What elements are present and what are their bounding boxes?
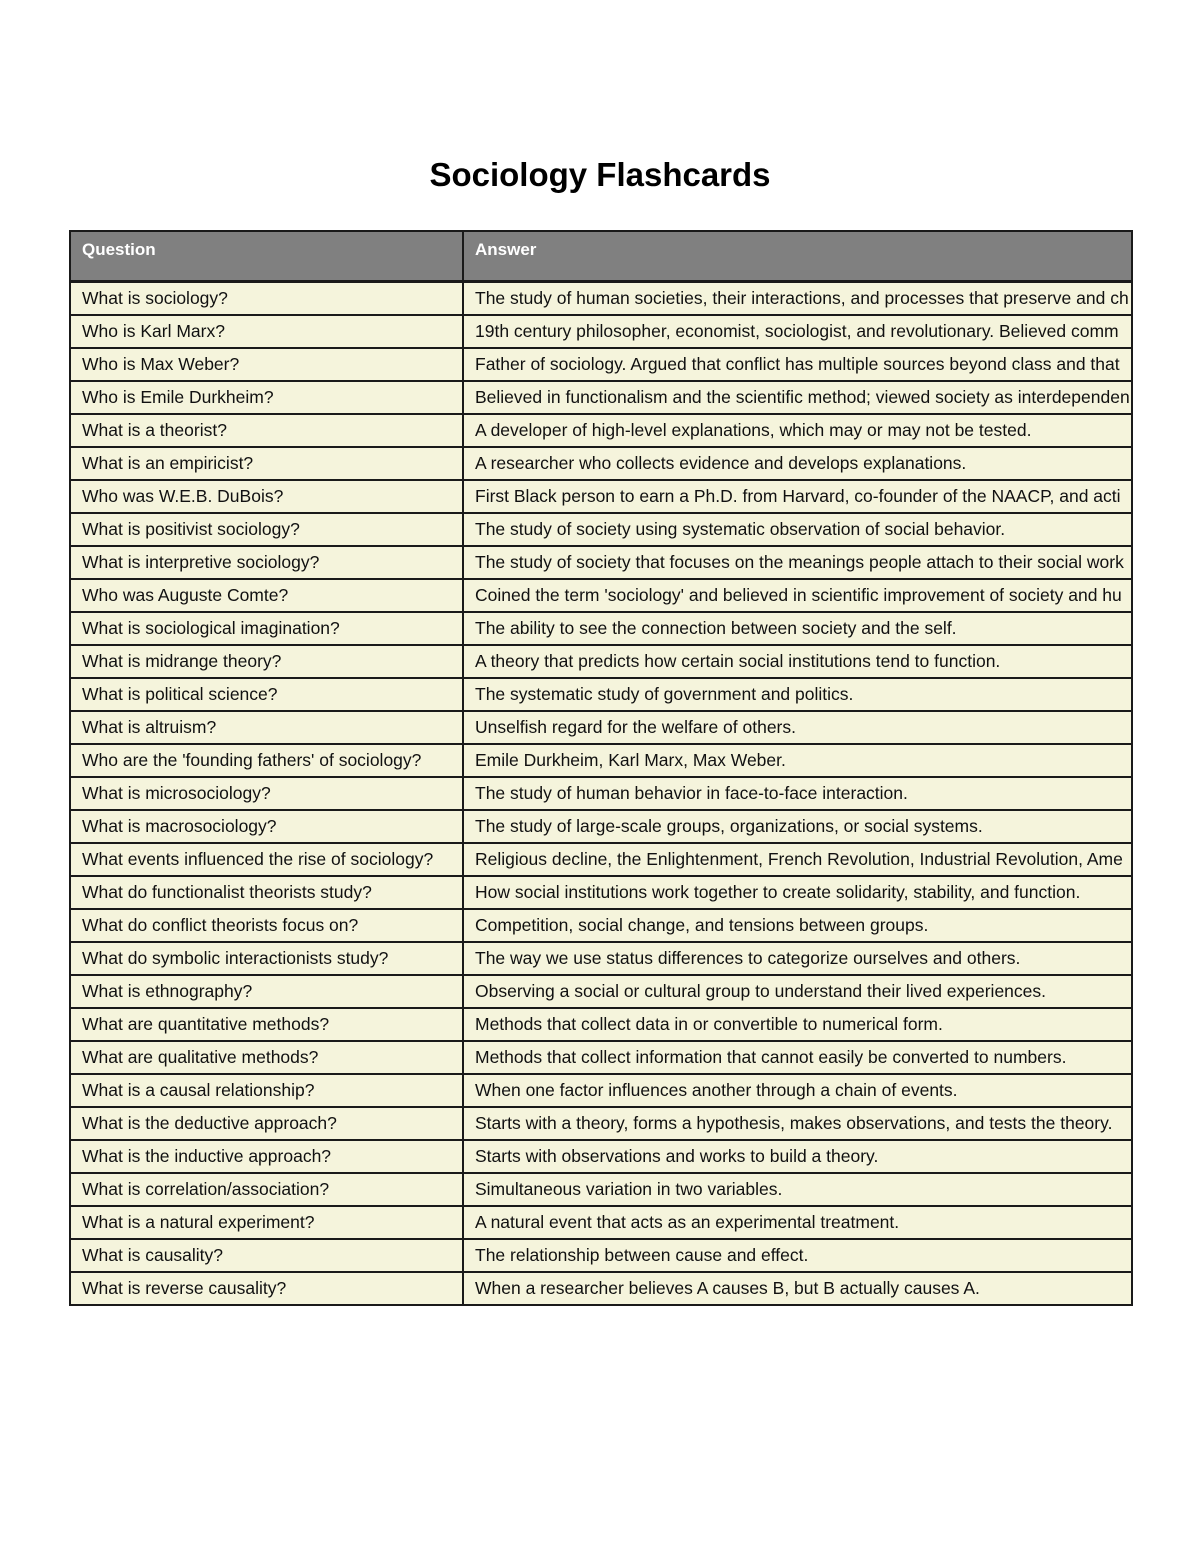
question-cell: Who is Max Weber?: [70, 348, 463, 381]
answer-cell: [463, 1008, 1132, 1041]
table-row: [70, 909, 1132, 942]
table-row: [70, 942, 1132, 975]
question-cell: Who is Emile Durkheim?: [70, 381, 463, 414]
question-cell: What is correlation/association?: [70, 1173, 463, 1206]
question-column-header: Question: [70, 231, 463, 281]
answer-text: A developer of high-level explanations, which may or may not be tested.: [475, 419, 1032, 440]
table-row: [70, 1041, 1132, 1074]
question-cell: What is causality?: [70, 1239, 463, 1272]
answer-cell: [463, 678, 1132, 711]
question-cell: What do symbolic interactionists study?: [70, 942, 463, 975]
table-row: [70, 480, 1132, 513]
answer-text: The study of large-scale groups, organizations, or social systems.: [475, 815, 983, 836]
table-row: [70, 810, 1132, 843]
question-cell: What is the inductive approach?: [70, 1140, 463, 1173]
question-cell: What is sociological imagination?: [70, 612, 463, 645]
answer-text: How social institutions work together to create solidarity, stability, and function.: [475, 881, 1081, 902]
table-row: [70, 281, 1132, 315]
answer-text: The systematic study of government and politics.: [475, 683, 854, 704]
answer-cell: [463, 1173, 1132, 1206]
answer-text: Starts with observations and works to build a theory.: [475, 1145, 879, 1166]
question-cell: What is reverse causality?: [70, 1272, 463, 1305]
question-cell: What is a natural experiment?: [70, 1206, 463, 1239]
question-cell: What is political science?: [70, 678, 463, 711]
question-cell: What do conflict theorists focus on?: [70, 909, 463, 942]
question-cell: What is interpretive sociology?: [70, 546, 463, 579]
answer-cell: [463, 744, 1132, 777]
answer-cell: [463, 942, 1132, 975]
table-row: [70, 975, 1132, 1008]
answer-cell: [463, 1206, 1132, 1239]
answer-cell: [463, 414, 1132, 447]
table-row: [70, 513, 1132, 546]
answer-text: First Black person to earn a Ph.D. from Harvard, co-founder of the NAACP, and acti: [475, 485, 1121, 506]
table-row: [70, 777, 1132, 810]
answer-text: The way we use status differences to categorize ourselves and others.: [475, 947, 1021, 968]
question-cell: What is a causal relationship?: [70, 1074, 463, 1107]
table-row: [70, 1239, 1132, 1272]
flashcards-body: [70, 281, 1132, 1305]
answer-text: The study of human behavior in face-to-face interaction.: [475, 782, 908, 803]
question-cell: What is an empiricist?: [70, 447, 463, 480]
answer-cell: [463, 909, 1132, 942]
answer-cell: [463, 777, 1132, 810]
page-title: Sociology Flashcards: [429, 156, 771, 193]
answer-cell: [463, 612, 1132, 645]
table-row: [70, 612, 1132, 645]
answer-text: Coined the term 'sociology' and believed in scientific improvement of society and hu: [475, 584, 1122, 605]
answer-cell: [463, 315, 1132, 348]
question-cell: What is ethnography?: [70, 975, 463, 1008]
table-row: [70, 546, 1132, 579]
answer-text: A researcher who collects evidence and develops explanations.: [475, 452, 967, 473]
answer-text: Observing a social or cultural group to understand their lived experiences.: [475, 980, 1047, 1001]
answer-text: The study of society that focuses on the meanings people attach to their social work: [475, 551, 1124, 572]
answer-text: Emile Durkheim, Karl Marx, Max Weber.: [475, 749, 786, 770]
question-cell: What is sociology?: [70, 281, 463, 315]
answer-text: Competition, social change, and tensions between groups.: [475, 914, 929, 935]
question-cell: Who are the 'founding fathers' of sociology?: [70, 744, 463, 777]
answer-text: Simultaneous variation in two variables.: [475, 1178, 783, 1199]
question-cell: Who is Karl Marx?: [70, 315, 463, 348]
table-row: [70, 447, 1132, 480]
table-row: [70, 1074, 1132, 1107]
question-cell: What is altruism?: [70, 711, 463, 744]
answer-cell: [463, 645, 1132, 678]
answer-text: A natural event that acts as an experimental treatment.: [475, 1211, 900, 1232]
answer-cell: [463, 975, 1132, 1008]
answer-text: Father of sociology. Argued that conflict has multiple sources beyond class and that: [475, 353, 1120, 374]
answer-column-header: Answer: [463, 231, 1132, 281]
table-row: [70, 1140, 1132, 1173]
answer-cell: [463, 480, 1132, 513]
answer-text: When one factor influences another through a chain of events.: [475, 1079, 958, 1100]
answer-cell: [463, 1272, 1132, 1305]
question-cell: What events influenced the rise of sociology?: [70, 843, 463, 876]
answer-text: Starts with a theory, forms a hypothesis, makes observations, and tests the theory.: [475, 1112, 1113, 1133]
question-cell: What are quantitative methods?: [70, 1008, 463, 1041]
table-row: [70, 1272, 1132, 1305]
table-row: [70, 1008, 1132, 1041]
table-row: [70, 1206, 1132, 1239]
table-row: [70, 645, 1132, 678]
answer-text: Methods that collect information that cannot easily be converted to numbers.: [475, 1046, 1067, 1067]
flashcards-sheet: [69, 230, 1200, 1306]
answer-text: When a researcher believes A causes B, but B actually causes A.: [475, 1277, 980, 1298]
table-row: [70, 579, 1132, 612]
answer-cell: [463, 579, 1132, 612]
answer-cell: [463, 447, 1132, 480]
question-cell: What is a theorist?: [70, 414, 463, 447]
question-cell: Who was W.E.B. DuBois?: [70, 480, 463, 513]
question-cell: What are qualitative methods?: [70, 1041, 463, 1074]
table-row: [70, 348, 1132, 381]
header-row: [70, 231, 1132, 281]
answer-text: The study of society using systematic observation of social behavior.: [475, 518, 1006, 539]
table-row: [70, 711, 1132, 744]
answer-cell: [463, 348, 1132, 381]
answer-cell: [463, 1140, 1132, 1173]
table-row: [70, 1173, 1132, 1206]
question-cell: Who was Auguste Comte?: [70, 579, 463, 612]
answer-cell: [463, 546, 1132, 579]
answer-cell: [463, 1074, 1132, 1107]
answer-cell: [463, 381, 1132, 414]
question-cell: What do functionalist theorists study?: [70, 876, 463, 909]
answer-text: Unselfish regard for the welfare of others.: [475, 716, 796, 737]
answer-cell: [463, 843, 1132, 876]
question-cell: What is macrosociology?: [70, 810, 463, 843]
question-cell: What is the deductive approach?: [70, 1107, 463, 1140]
question-cell: What is microsociology?: [70, 777, 463, 810]
answer-cell: [463, 1041, 1132, 1074]
table-row: [70, 381, 1132, 414]
answer-cell: [463, 1239, 1132, 1272]
answer-text: Religious decline, the Enlightenment, French Revolution, Industrial Revolution, Ame: [475, 848, 1123, 869]
answer-text: The study of human societies, their interactions, and processes that preserve and ch: [475, 287, 1129, 308]
question-cell: What is positivist sociology?: [70, 513, 463, 546]
answer-cell: [463, 876, 1132, 909]
answer-text: Methods that collect data in or convertible to numerical form.: [475, 1013, 943, 1034]
answer-cell: [463, 281, 1132, 315]
table-row: [70, 1107, 1132, 1140]
table-row: [70, 843, 1132, 876]
table-row: [70, 678, 1132, 711]
flashcards-table: [69, 230, 1133, 1306]
answer-cell: [463, 513, 1132, 546]
answer-text: The ability to see the connection between society and the self.: [475, 617, 957, 638]
answer-cell: [463, 711, 1132, 744]
answer-cell: [463, 810, 1132, 843]
answer-text: Believed in functionalism and the scientific method; viewed society as interdependen: [475, 386, 1130, 407]
answer-text: A theory that predicts how certain social institutions tend to function.: [475, 650, 1001, 671]
table-row: [70, 876, 1132, 909]
answer-cell: [463, 1107, 1132, 1140]
table-row: [70, 414, 1132, 447]
table-row: [70, 315, 1132, 348]
table-row: [70, 744, 1132, 777]
question-cell: What is midrange theory?: [70, 645, 463, 678]
answer-text: 19th century philosopher, economist, sociologist, and revolutionary. Believed comm: [475, 320, 1119, 341]
answer-text: The relationship between cause and effect.: [475, 1244, 809, 1265]
